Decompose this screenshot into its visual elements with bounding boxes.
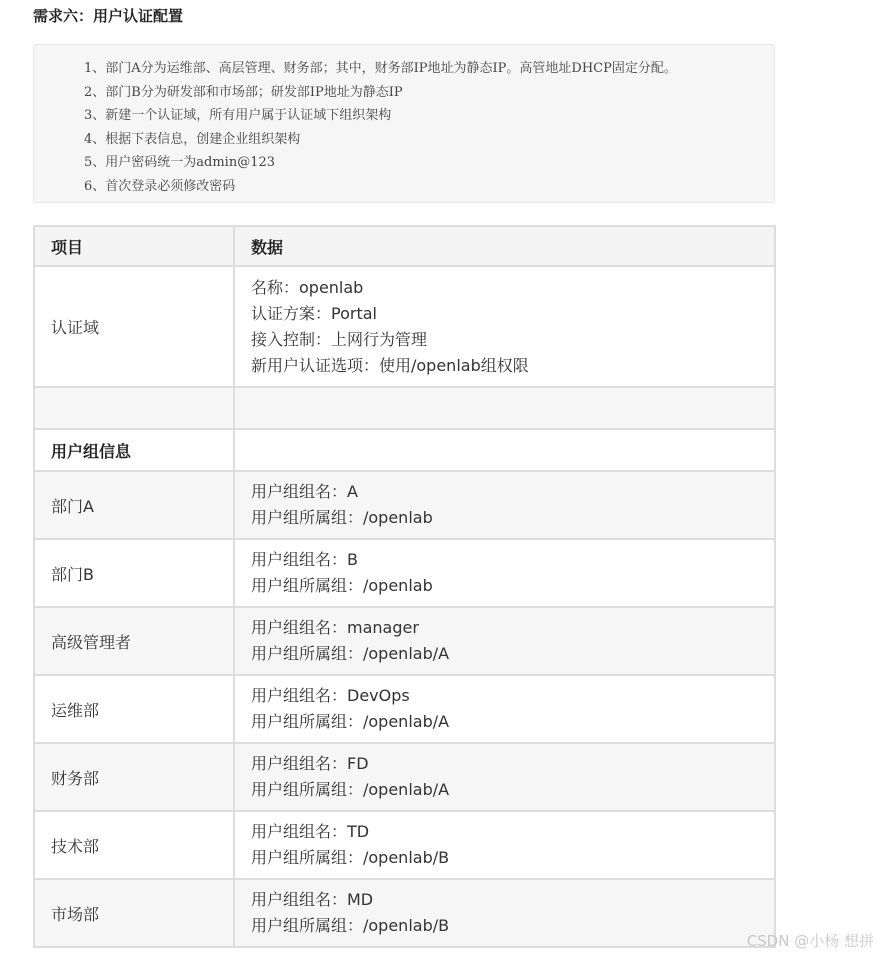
data-line: 用户组组名：DevOps [251, 686, 410, 705]
table-row [34, 743, 775, 811]
row-item: 用户组信息 [34, 429, 234, 471]
row-item [34, 387, 234, 429]
row-data [234, 429, 775, 471]
requirement-line: 6、首次登录必须修改密码 [84, 178, 236, 194]
section-heading: 需求六：用户认证配置 [33, 7, 184, 25]
row-data [234, 675, 775, 743]
data-line: 用户组组名：manager [251, 618, 419, 637]
data-line: 用户组组名：FD [251, 754, 369, 773]
data-line: 接入控制：上网行为管理 [251, 329, 428, 349]
table-row [34, 429, 775, 471]
row-data [234, 387, 775, 429]
data-line: 用户组组名：A [251, 482, 358, 501]
requirement-line: 2、部门B分为研发部和市场部；研发部IP地址为静态IP [84, 84, 403, 100]
row-data [234, 539, 775, 607]
data-line: 名称：openlab [251, 277, 364, 297]
header-item: 项目 [34, 226, 234, 266]
row-item: 市场部 [34, 879, 234, 947]
data-line: 用户组所属组：/openlab/A [251, 712, 450, 731]
table-row [34, 607, 775, 675]
row-item: 运维部 [34, 675, 234, 743]
requirement-line: 5、用户密码统一为admin@123 [84, 155, 276, 171]
row-item: 部门A [34, 471, 234, 539]
data-line: 认证方案：Portal [251, 303, 377, 323]
row-item: 高级管理者 [34, 607, 234, 675]
watermark: CSDN @小杨 想拼 [746, 932, 874, 950]
table-row [34, 471, 775, 539]
data-line: 用户组所属组：/openlab/B [251, 848, 450, 867]
table-row [34, 675, 775, 743]
row-data [234, 811, 775, 879]
config-table [33, 225, 776, 948]
data-line: 用户组所属组：/openlab [251, 576, 433, 595]
row-data [234, 879, 775, 947]
data-line: 用户组所属组：/openlab/B [251, 916, 450, 935]
requirement-line: 4、根据下表信息，创建企业组织架构 [84, 131, 301, 147]
data-line: 用户组组名：MD [251, 890, 374, 909]
requirement-line: 1、部门A分为运维部、高层管理、财务部；其中，财务部IP地址为静态IP。高管地址DHCP固定分配。 [84, 61, 677, 76]
header-data: 数据 [234, 226, 775, 266]
data-line: 用户组所属组：/openlab/A [251, 644, 450, 663]
table-header-row [34, 226, 775, 266]
requirement-line: 3、新建一个认证域，所有用户属于认证域下组织架构 [84, 108, 392, 124]
data-line: 用户组组名：B [251, 550, 358, 569]
table-row [34, 387, 775, 429]
row-item: 技术部 [34, 811, 234, 879]
row-data [234, 471, 775, 539]
data-line: 用户组所属组：/openlab [251, 508, 433, 527]
table-row [34, 266, 775, 387]
row-item: 部门B [34, 539, 234, 607]
table-row [34, 879, 775, 947]
data-line: 用户组所属组：/openlab/A [251, 780, 450, 799]
row-data [234, 607, 775, 675]
row-item: 财务部 [34, 743, 234, 811]
table-body [34, 266, 775, 947]
row-data [234, 266, 775, 387]
table-row [34, 539, 775, 607]
data-line: 新用户认证选项：使用/openlab组权限 [251, 355, 529, 375]
requirements-block [33, 44, 775, 203]
data-line: 用户组组名：TD [251, 822, 370, 841]
table-row [34, 811, 775, 879]
row-item: 认证域 [34, 266, 234, 387]
row-data [234, 743, 775, 811]
